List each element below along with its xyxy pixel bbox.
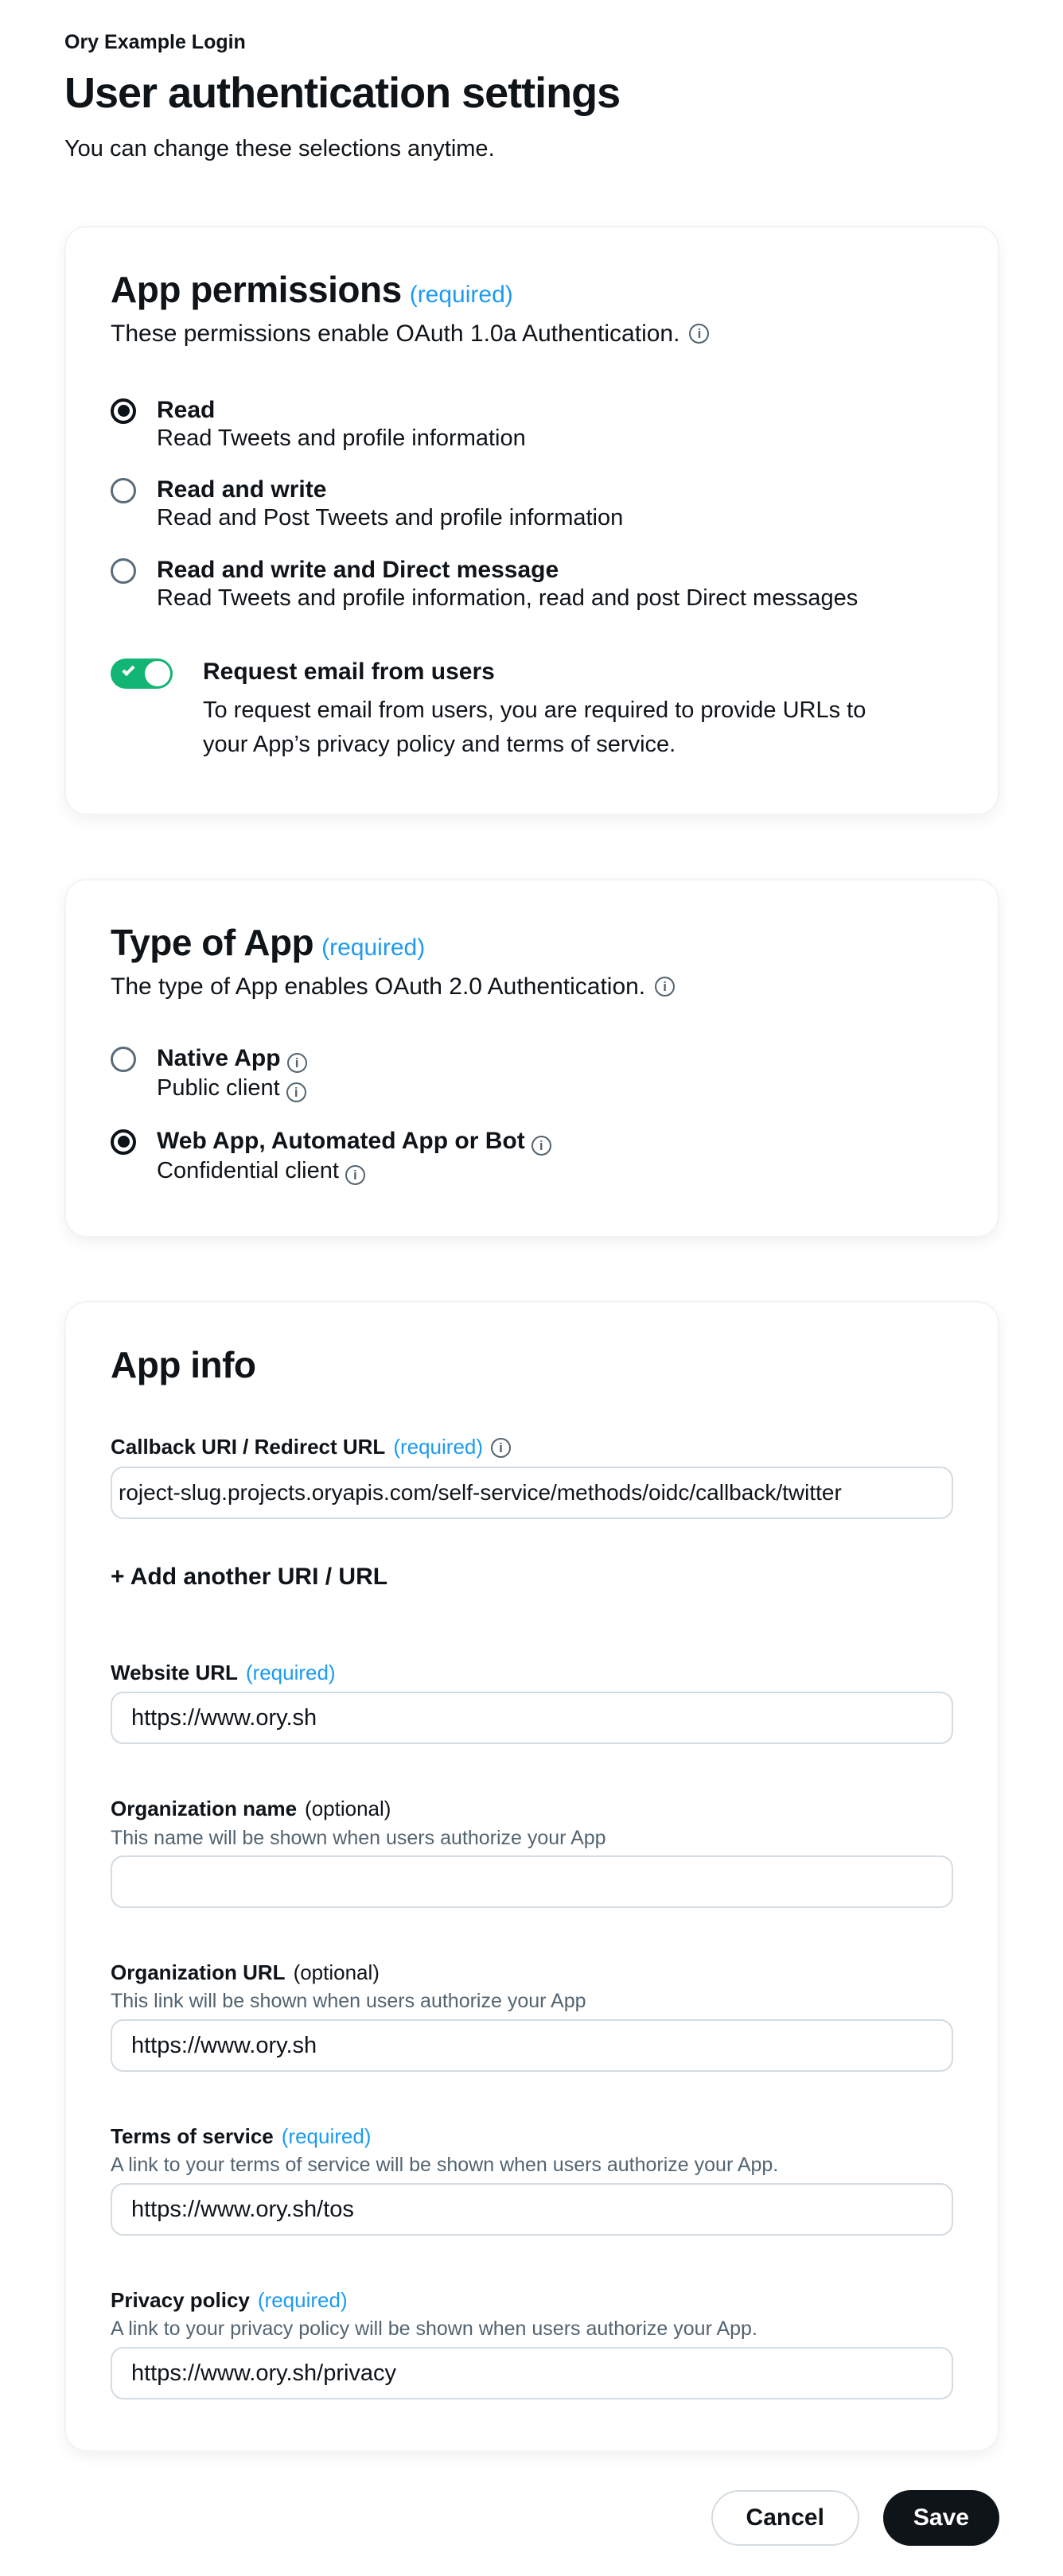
add-another-uri-link[interactable]: + Add another URI / URL: [111, 1563, 388, 1590]
info-icon[interactable]: i: [689, 324, 709, 344]
radio-button[interactable]: [111, 1047, 136, 1072]
footer-actions: [64, 2490, 999, 2546]
organization-url-label: Organization URL: [111, 1960, 286, 1985]
radio-button[interactable]: [111, 558, 136, 584]
organization-url-field-group: [111, 1960, 953, 2072]
terms-of-service-field-group: [111, 2124, 953, 2236]
toggle-knob: [145, 661, 170, 686]
callback-uri-input[interactable]: [111, 1467, 953, 1519]
type-of-app-subtitle: [111, 973, 953, 1000]
toggle-description: To request email from users, you are required to provide URLs to your App’s privacy policy and terms of service.: [203, 697, 866, 758]
radio-description: Read and Post Tweets and profile information: [157, 505, 624, 531]
radio-label: Read and write and Direct message: [157, 556, 559, 583]
app-title: Ory Example Login: [64, 31, 246, 53]
radio-option-native-app[interactable]: [111, 1045, 953, 1102]
app-info-card: [64, 1301, 999, 2453]
radio-sublabel: Public client i: [157, 1075, 307, 1102]
privacy-policy-field-group: [111, 2288, 953, 2399]
type-of-app-radio-group: [111, 1045, 953, 1185]
optional-label: (optional): [305, 1797, 391, 1821]
terms-of-service-input[interactable]: [111, 2183, 953, 2236]
info-icon[interactable]: i: [287, 1053, 307, 1073]
page-subtitle: You can change these selections anytime.: [64, 135, 495, 161]
optional-label: (optional): [293, 1960, 380, 1985]
privacy-policy-label: Privacy policy: [111, 2288, 250, 2313]
info-icon[interactable]: i: [532, 1136, 551, 1156]
required-label: (required): [257, 2288, 348, 2313]
app-permissions-radio-group: [111, 397, 953, 611]
request-email-toggle[interactable]: [111, 659, 173, 689]
cancel-button[interactable]: Cancel: [711, 2490, 859, 2546]
organization-name-label: Organization name: [111, 1797, 298, 1821]
page-title: User authentication settings: [64, 68, 621, 117]
privacy-policy-helper: A link to your privacy policy will be shown when users authorize your App.: [111, 2318, 757, 2341]
organization-url-helper: This link will be shown when users authorize your App: [111, 1990, 586, 2013]
radio-button[interactable]: [111, 398, 136, 424]
info-icon[interactable]: i: [655, 977, 675, 997]
radio-description: Read Tweets and profile information: [157, 425, 526, 451]
website-url-input[interactable]: [111, 1692, 953, 1744]
subtitle-text: The type of App enables OAuth 2.0 Authentication.: [111, 973, 646, 1000]
organization-name-input[interactable]: [111, 1855, 953, 1908]
radio-option-web-app[interactable]: [111, 1128, 953, 1185]
radio-option-read-write[interactable]: [111, 476, 953, 530]
radio-option-read[interactable]: [111, 397, 953, 451]
organization-name-helper: This name will be shown when users authorize your App: [111, 1826, 606, 1849]
required-label: (required): [409, 281, 513, 308]
callback-uri-label: Callback URI / Redirect URL: [111, 1435, 386, 1459]
privacy-policy-input[interactable]: [111, 2347, 953, 2399]
radio-label: Native App i: [157, 1045, 307, 1073]
app-permissions-title: [111, 269, 953, 311]
website-url-label: Website URL: [111, 1661, 238, 1685]
radio-option-read-write-dm[interactable]: [111, 557, 953, 611]
app-permissions-card: [64, 226, 999, 815]
section-title-text: App permissions: [111, 268, 402, 310]
type-of-app-title: [111, 922, 953, 964]
organization-url-input[interactable]: [111, 2019, 953, 2072]
radio-label: Read: [157, 396, 216, 423]
required-label: (required): [245, 1661, 336, 1685]
terms-of-service-helper: A link to your terms of service will be shown when users authorize your App.: [111, 2154, 779, 2177]
app-info-title: App info: [111, 1343, 256, 1385]
app-permissions-subtitle: [111, 321, 953, 348]
website-url-field-group: [111, 1661, 953, 1744]
toggle-label: Request email from users: [203, 659, 495, 686]
subtitle-text: These permissions enable OAuth 1.0a Authentication.: [111, 320, 680, 347]
radio-label: Web App, Automated App or Bot i: [157, 1128, 551, 1156]
info-icon[interactable]: i: [345, 1165, 365, 1185]
radio-button[interactable]: [111, 1129, 136, 1155]
required-label: (required): [321, 934, 426, 961]
info-icon[interactable]: i: [491, 1438, 511, 1458]
required-label: (required): [393, 1435, 484, 1459]
info-icon[interactable]: i: [286, 1082, 306, 1102]
request-email-row: [111, 657, 953, 763]
section-title-text: Type of App: [111, 921, 314, 963]
radio-description: Read Tweets and profile information, read and post Direct messages: [157, 585, 859, 611]
radio-sublabel: Confidential client i: [157, 1158, 551, 1185]
callback-uri-field-group: [111, 1435, 953, 1518]
radio-label: Read and write: [157, 476, 327, 503]
radio-button[interactable]: [111, 478, 136, 503]
page-header: [64, 32, 999, 162]
check-icon: [122, 663, 134, 676]
terms-of-service-label: Terms of service: [111, 2124, 274, 2149]
required-label: (required): [281, 2124, 372, 2149]
save-button[interactable]: Save: [883, 2490, 999, 2546]
type-of-app-card: [64, 879, 999, 1237]
organization-name-field-group: [111, 1797, 953, 1908]
